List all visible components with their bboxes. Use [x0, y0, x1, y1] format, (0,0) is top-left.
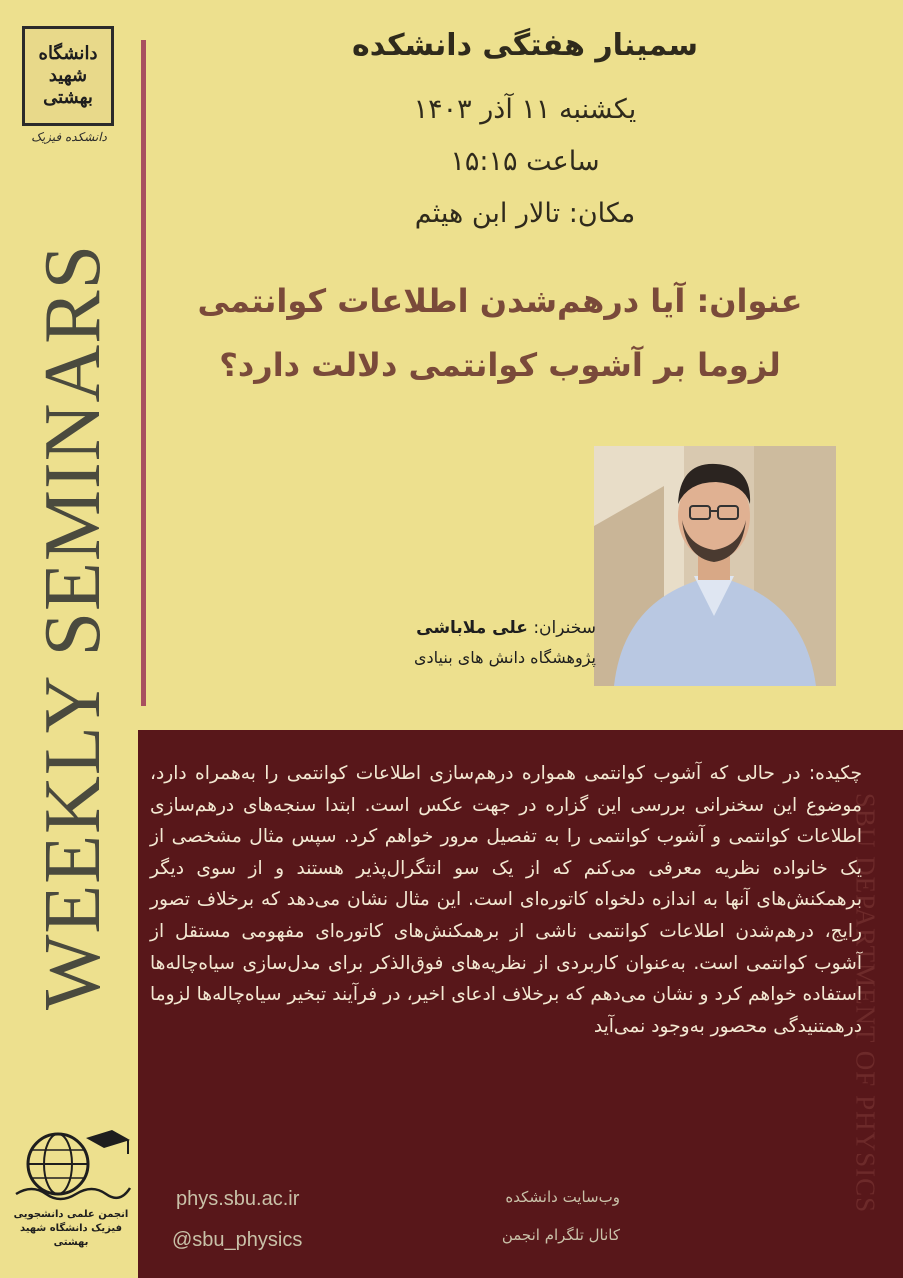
abstract-text: چکیده: در حالی که آشوب کوانتمی همواره درهم‌سازی اطلاعات کوانتمی را به‌همراه دارد، موضوع این سخنرانی بررسی این گزاره در جهت عکس است. ابتدا سنجه‌های درهم‌سازی اطلاعات کوانتمی و آشوب کوانتمی را به تفصیل مرور خواهم کرد. سپس مثال مشخصی از یک خانواده نظریه معرفی می‌کنم که از یک سو انتگرال‌پذیر هستند و از سوی دیگر برهمکنش‌های آنها به اندازه دلخواه کاتوره‌ای است. این مثال نشان می‌دهد که برخلاف تصور رایج، درهم‌شدن اطلاعات کوانتمی ناشی از برهمکنش‌های کاتوره‌ای مفهومی مستقل از آشوب کوانتمی است. به‌عنوان کاربردی از نظریه‌های فوق‌الذکر برای مدل‌سازی سیاه‌چاله‌ها استفاده خواهم کرد و نشان می‌دهم که برخلاف ادعای اخیر، در فرآیند تبخیر سیاه‌چاله‌ها لزوما درهمتنیدگی محصور به‌وجود نمی‌آید [150, 763, 862, 1037]
speaker-name: علی ملاباشی [416, 618, 528, 638]
talk-title-line-2: لزوما بر آشوب کوانتمی دلالت دارد؟ [219, 346, 781, 384]
speaker-label: سخنران: [533, 618, 596, 638]
faculty-signature: دانشکده فیزیک [31, 130, 107, 144]
website-url[interactable]: phys.sbu.ac.ir [176, 1188, 300, 1210]
website-label: وب‌سایت دانشکده [505, 1188, 620, 1206]
talk-title-line-1: عنوان: آیا درهم‌شدن اطلاعات کوانتمی [197, 282, 803, 320]
seminar-title: سمینار هفتگی دانشکده [352, 28, 698, 63]
dept-watermark: SBU DEPARTMENT OF PHYSICS [850, 792, 881, 1214]
logo-line-2: شهید [48, 65, 88, 86]
seminar-time: ساعت ۱۵:۱۵ [450, 146, 600, 177]
association-logo-icon [12, 1128, 132, 1208]
accent-divider [141, 40, 146, 706]
speaker-affiliation: پژوهشگاه دانش های بنیادی [414, 648, 596, 667]
speaker-photo [594, 446, 836, 686]
speaker [320, 618, 596, 638]
telegram-handle[interactable]: @sbu_physics [172, 1229, 303, 1251]
telegram-label: کانال تلگرام انجمن [501, 1226, 620, 1244]
university-logo [22, 26, 114, 126]
side-title-wrap [30, 164, 116, 1090]
association-name: انجمن علمی دانشجویی فیزیک دانشگاه شهید بهشتی [13, 1209, 129, 1248]
logo-line-1: دانشگاه [38, 43, 98, 64]
logo-line-3: بهشتی [43, 87, 93, 108]
seminar-place: مکان: تالار ابن هیثم [414, 198, 636, 229]
seminar-date: یکشنبه ۱۱ آذر ۱۴۰۳ [413, 94, 637, 125]
side-title: WEEKLY SEMINARS [29, 243, 117, 1011]
